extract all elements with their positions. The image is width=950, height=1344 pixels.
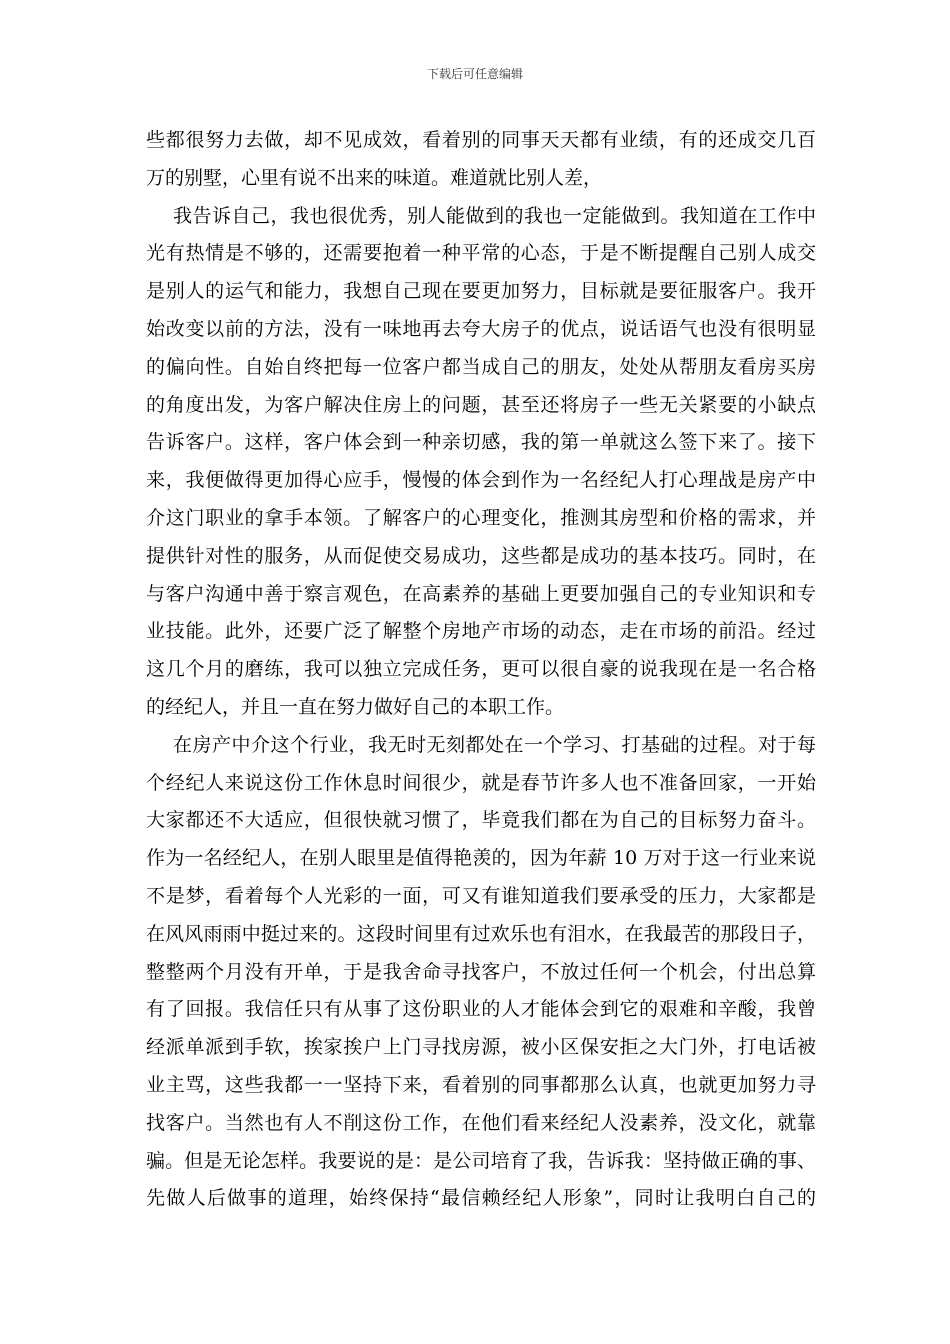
text-line: 的偏向性。自始自终把每一位客户都当成自己的朋友，处处从帮朋友看房买房	[146, 355, 816, 378]
text-line: 告诉客户。这样，客户体会到一种亲切感，我的第一单就这么签下来了。接下	[146, 431, 816, 454]
text-line: 提供针对性的服务，从而促使交易成功，这些都是成功的基本技巧。同时，在	[146, 544, 816, 567]
text-line: 些都很努力去做，却不见成效，看着别的同事天天都有业绩，有的还成交几百	[146, 129, 816, 151]
text-line: 整整两个月没有开单，于是我舍命寻找客户，不放过任何一个机会，付出总算	[146, 960, 816, 983]
text-line: 不是梦，看着每个人光彩的一面，可又有谁知道我们要承受的压力，大家都是	[146, 884, 816, 907]
text-line: 始改变以前的方法，没有一味地再去夸大房子的优点，说话语气也没有很明显	[146, 317, 816, 340]
text-line: 是别人的运气和能力，我想自己现在要更加努力，目标就是要征服客户。我开	[146, 280, 816, 303]
text-line: 的经纪人，并且一直在努力做好自己的本职工作。	[146, 695, 565, 718]
text-line: 大家都还不大适应，但很快就习惯了，毕竟我们都在为自己的目标努力奋斗。	[146, 809, 816, 832]
text-line: 我告诉自己，我也很优秀，别人能做到的我也一定能做到。我知道在工作中	[173, 204, 816, 227]
text-line: 这几个月的磨练，我可以独立完成任务，更可以很自豪的说我现在是一名合格	[146, 658, 816, 681]
body-text	[146, 122, 816, 1218]
text-line: 与客户沟通中善于察言观色，在高素养的基础上更要加强自己的专业知识和专	[146, 582, 816, 605]
text-line: 业主骂，这些我都一一坚持下来，看着别的同事都那么认真，也就更加努力寻	[146, 1073, 816, 1096]
text-line: 在房产中介这个行业，我无时无刻都处在一个学习、打基础的过程。对于每	[173, 733, 816, 756]
text-line: 先做人后做事的道理，始终保持“最信赖经纪人形象”，同时让我明白自己的	[146, 1187, 816, 1210]
text-line: 在风风雨雨中挺过来的。这段时间里有过欢乐也有泪水，在我最苦的那段日子，	[146, 922, 816, 945]
text-line: 万的别墅，心里有说不出来的味道。难道就比别人差，	[146, 166, 603, 189]
text-line: 找客户。当然也有人不削这份工作，在他们看来经纪人没素养，没文化，就靠	[146, 1111, 816, 1134]
text-line: 光有热情是不够的，还需要抱着一种平常的心态，于是不断提醒自己别人成交	[146, 242, 816, 265]
text-line: 作为一名经纪人，在别人眼里是值得艳羡的，因为年薪 10 万对于这一行业来说	[146, 847, 816, 870]
text-line: 介这门职业的拿手本领。了解客户的心理变化，推测其房型和价格的需求，并	[146, 506, 816, 529]
page-header: 下载后可任意编辑	[426, 67, 523, 81]
text-line: 经派单派到手软，挨家挨户上门寻找房源，被小区保安拒之大门外，打电话被	[146, 1036, 816, 1059]
text-line: 有了回报。我信任只有从事了这份职业的人才能体会到它的艰难和辛酸，我曾	[146, 998, 816, 1021]
text-line: 的角度出发，为客户解决住房上的问题，甚至还将房子一些无关紧要的小缺点	[146, 393, 816, 416]
text-line: 骗。但是无论怎样。我要说的是：是公司培育了我，告诉我：坚持做正确的事、	[146, 1149, 816, 1172]
text-line: 来，我便做得更加得心应手，慢慢的体会到作为一名经纪人打心理战是房产中	[146, 469, 816, 492]
text-line: 个经纪人来说这份工作休息时间很少，就是春节许多人也不准备回家，一开始	[146, 771, 816, 794]
text-line: 业技能。此外，还要广泛了解整个房地产市场的动态，走在市场的前沿。经过	[146, 620, 816, 643]
